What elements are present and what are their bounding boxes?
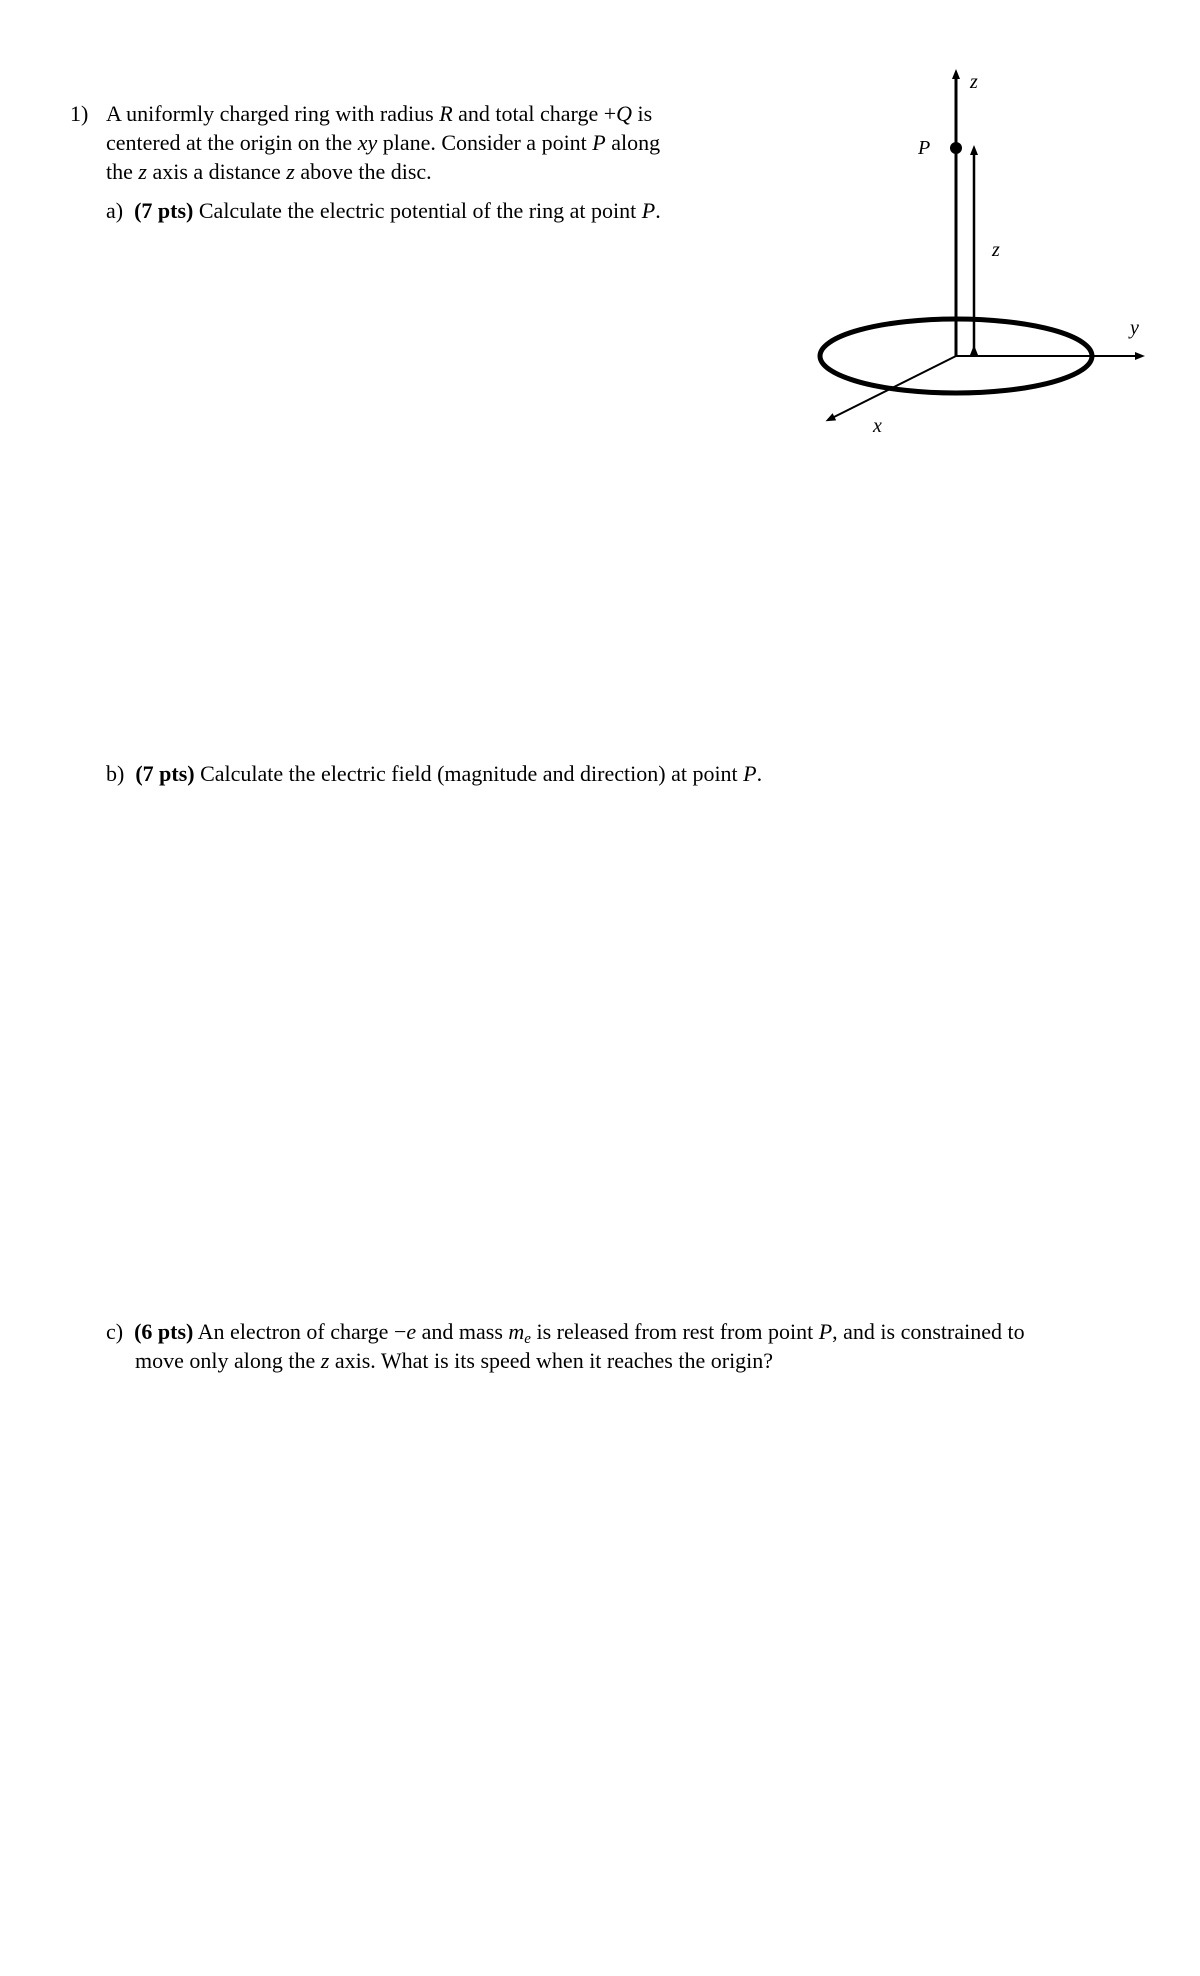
distance-label: z: [992, 239, 1000, 261]
problem-number: 1): [70, 101, 89, 126]
part-b-points: (7 pts): [135, 761, 195, 786]
intro-line-3: the z axis a distance z above the disc.: [106, 159, 432, 184]
part-b: b) (7 pts) Calculate the electric field (magnitude and direction) at point P.: [106, 761, 763, 786]
part-c-line-1: c) (6 pts) An electron of charge −e and mass $m_e$ is released from rest from point P, and is constrained to: [106, 1319, 1025, 1347]
ring-diagram: [800, 60, 1160, 460]
x-axis-label: x: [873, 415, 882, 437]
z-axis-label: z: [970, 71, 978, 93]
part-c-line-2: move only along the z axis. What is its speed when it reaches the origin?: [135, 1348, 774, 1373]
part-a: a) (7 pts) Calculate the electric potential of the ring at point P.: [106, 198, 661, 223]
x-axis: [830, 356, 956, 419]
part-b-label: b): [106, 761, 125, 786]
intro-line-2: centered at the origin on the xy plane. Consider a point P along: [106, 130, 661, 155]
part-a-label: a): [106, 198, 124, 223]
part-c-points: (6 pts): [134, 1319, 194, 1344]
part-a-points: (7 pts): [134, 198, 194, 223]
y-axis-label: y: [1130, 317, 1139, 339]
point-p-dot: [950, 142, 962, 154]
part-c-label: c): [106, 1319, 124, 1344]
point-p-label: P: [918, 137, 931, 159]
intro-line-1: A uniformly charged ring with radius R and total charge +Q is: [106, 101, 653, 126]
